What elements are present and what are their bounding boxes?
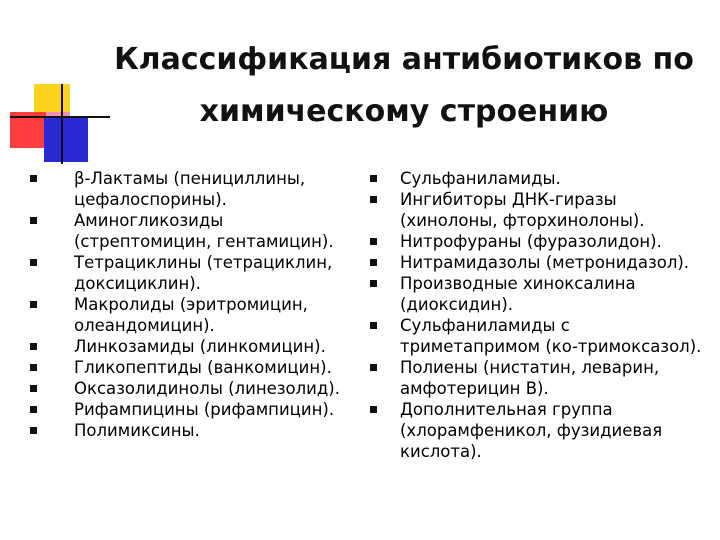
list-item: Гликопептиды (ванкомицин). [28, 357, 358, 378]
square-bullet-icon [30, 385, 37, 392]
square-bullet-icon [30, 175, 37, 182]
left-list [28, 168, 358, 441]
square-bullet-icon [370, 406, 377, 413]
square-bullet-icon [370, 364, 377, 371]
list-item: Рифампицины (рифампицин). [28, 399, 358, 420]
list-item: Макролиды (эритромицин, олеандомицин). [28, 294, 358, 336]
square-bullet-icon [30, 427, 37, 434]
list-item: Ингибиторы ДНК-гиразы (хинолоны, фторхинолоны). [370, 189, 715, 231]
square-bullet-icon [30, 343, 37, 350]
list-item: Тетрациклины (тетрациклин, доксициклин). [28, 252, 358, 294]
square-bullet-icon [370, 259, 377, 266]
list-item: Дополнительная группа (хлорамфеникол, фузидиевая кислота). [370, 399, 715, 462]
list-item: Производные хиноксалина (диоксидин). [370, 273, 715, 315]
list-item: β-Лактамы (пенициллины, цефалоспорины). [28, 168, 358, 210]
list-item: Оксазолидинолы (линезолид). [28, 378, 358, 399]
square-bullet-icon [30, 406, 37, 413]
square-bullet-icon [30, 259, 37, 266]
list-item: Линкозамиды (линкомицин). [28, 336, 358, 357]
list-item: Нитрамидазолы (метронидазол). [370, 252, 715, 273]
list-item: Полимиксины. [28, 420, 358, 441]
slide-title: Классификация антибиотиков по химическому строению [114, 42, 694, 129]
square-bullet-icon [30, 364, 37, 371]
square-bullet-icon [370, 196, 377, 203]
square-bullet-icon [370, 175, 377, 182]
square-bullet-icon [30, 217, 37, 224]
square-bullet-icon [370, 238, 377, 245]
list-item: Сульфаниламиды. [370, 168, 715, 189]
list-item: Сульфаниламиды с триметапримом (ко-тримоксазол). [370, 315, 715, 357]
square-bullet-icon [370, 322, 377, 329]
right-list [370, 168, 715, 462]
decor-blue-square [44, 118, 88, 162]
list-item: Нитрофураны (фуразолидон). [370, 231, 715, 252]
square-bullet-icon [370, 280, 377, 287]
list-item: Аминогликозиды (стрептомицин, гентамицин). [28, 210, 358, 252]
square-bullet-icon [30, 301, 37, 308]
decor-vertical-line [61, 84, 63, 164]
list-item: Полиены (нистатин, леварин, амфотерицин B). [370, 357, 715, 399]
